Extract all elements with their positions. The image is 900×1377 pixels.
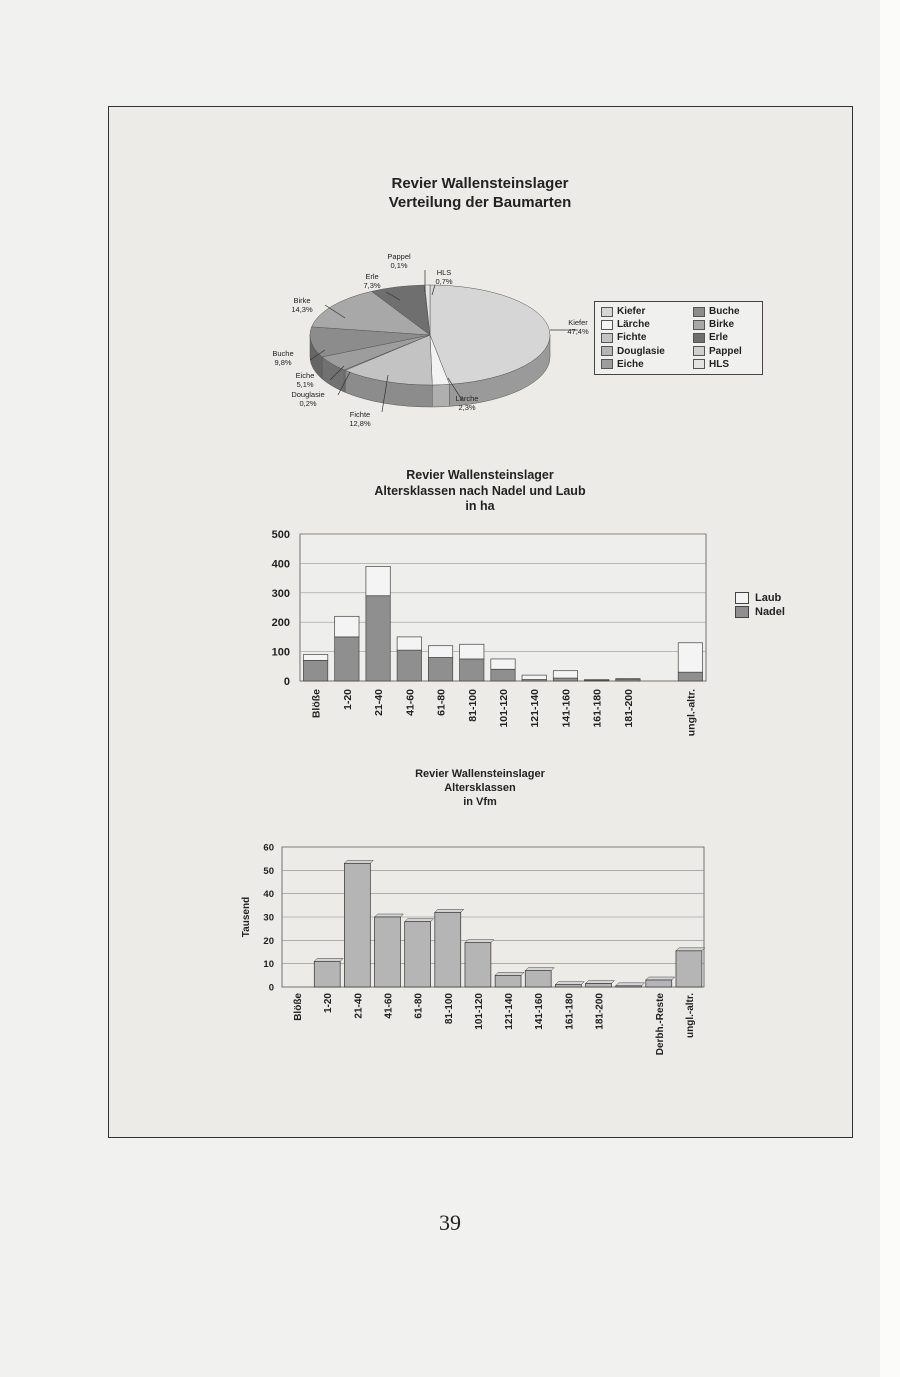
bar1-category-label: 161-180 — [591, 689, 604, 728]
bar1-category-label: 61-80 — [435, 689, 448, 716]
bar2-ytick-label: 0 — [268, 982, 274, 994]
bar1-bar-laub — [460, 644, 484, 659]
legend-swatch — [601, 307, 613, 317]
pie-legend — [594, 301, 763, 375]
pie-label-name: Eiche — [295, 371, 315, 380]
bar2-bar — [435, 912, 461, 987]
bar1-bar-laub — [491, 659, 515, 669]
pie-label-birke — [277, 296, 327, 315]
legend-swatch — [601, 346, 613, 356]
bar1-category-label: 181-200 — [622, 689, 635, 728]
bar2-ytick-label: 20 — [263, 935, 274, 947]
pie-label-value: 5,1% — [296, 380, 314, 390]
bar2-category-label: 61-80 — [413, 993, 425, 1019]
legend-label: Kiefer — [617, 306, 646, 317]
pie-label-pappel — [374, 252, 424, 271]
bar1-bar-nadel — [553, 678, 577, 681]
pie-label-name: Pappel — [387, 252, 411, 261]
legend-swatch — [601, 333, 613, 343]
bar2-chart-title — [130, 768, 830, 809]
pie-title-line-1: Revier Wallensteinslager — [391, 175, 569, 192]
pie-label-value: 0,2% — [299, 399, 317, 409]
bar2-title-line-1: Revier Wallensteinslager — [415, 768, 545, 780]
bar1-category-label: 21-40 — [373, 689, 386, 716]
pie-label-name: Lärche — [455, 394, 479, 403]
bar2-bar — [344, 863, 370, 987]
bar1-bar-nadel — [335, 637, 359, 681]
bar1-category-label: 141-160 — [560, 689, 573, 728]
bar1-ytick-label: 100 — [271, 646, 290, 659]
bar2-bar-top — [465, 940, 494, 943]
bar1-bar-laub — [585, 680, 609, 681]
pie-label-name: Birke — [293, 296, 311, 305]
bar1-bar-laub — [553, 671, 577, 678]
bar1-bar-laub — [366, 566, 390, 595]
legend-nadel — [735, 606, 785, 618]
bar2-category-label: 41-60 — [383, 993, 395, 1019]
bar2-category-label: ungl.-altr. — [684, 993, 696, 1038]
pie-label-value: 0,7% — [435, 277, 453, 287]
bar1-title-line-1: Revier Wallensteinslager — [406, 468, 554, 482]
bar1-bar-laub — [303, 655, 327, 661]
pie-legend-item-kiefer — [601, 306, 645, 317]
bar1-bar-nadel — [678, 672, 702, 681]
bar2-bar-top — [405, 919, 434, 922]
bar2-bar-top — [344, 860, 373, 863]
pie-label-value: 2,3% — [458, 403, 476, 413]
legend-label: Douglasie — [617, 345, 665, 357]
bar1-bar-laub — [397, 637, 421, 650]
bar1-bar-laub — [335, 616, 359, 637]
pie-label-value: 7,3% — [363, 281, 381, 291]
bar1-legend — [735, 592, 785, 620]
bar2-bar — [586, 984, 612, 988]
bar1-category-label: 41-60 — [404, 689, 417, 716]
legend-swatch — [693, 307, 705, 317]
pie-label-value: 47,4% — [567, 327, 589, 337]
pie-legend-item-lärche — [601, 319, 650, 330]
bar2-bar-top — [676, 948, 705, 951]
pie-chart — [310, 270, 578, 412]
bar2-bar — [646, 980, 672, 987]
bar2-category-label: 21-40 — [353, 993, 365, 1019]
bar1-category-label: 81-100 — [466, 689, 479, 722]
pie-label-value: 14,3% — [291, 305, 313, 315]
bar1-title-line-3: in ha — [465, 499, 495, 514]
bar2-ytick-label: 10 — [263, 959, 274, 971]
nadel-swatch — [735, 606, 749, 618]
legend-label: Buche — [709, 306, 740, 317]
bar2-bar — [375, 917, 401, 987]
bar2-bar — [555, 985, 581, 987]
bar2-bar-top — [555, 982, 584, 985]
bar2-category-label: 121-140 — [504, 993, 516, 1030]
bar1-category-label: Blöße — [310, 689, 323, 719]
bar2-category-label: Derbh.-Reste — [654, 993, 666, 1056]
bar1-bar-nadel — [366, 596, 390, 681]
bar2-category-label: 181-200 — [594, 993, 606, 1030]
legend-swatch — [693, 359, 705, 369]
legend-label: Pappel — [709, 345, 742, 357]
pie-legend-item-birke — [693, 319, 734, 330]
bar1-category-label: 1-20 — [341, 689, 354, 711]
pie-legend-item-pappel — [693, 346, 742, 357]
bar2-bar — [405, 922, 431, 987]
bar1-bar-nadel — [303, 660, 327, 681]
pie-label-name: Buche — [272, 349, 294, 358]
laub-swatch — [735, 592, 749, 604]
bar2-bar-top — [646, 977, 675, 980]
bar1-bar-nadel — [460, 659, 484, 681]
bar2-bar — [676, 951, 702, 987]
legend-swatch — [601, 320, 613, 330]
bar1-bar-nadel — [428, 657, 452, 681]
pie-label-lärche — [442, 394, 492, 413]
bar2-y-axis-label: Tausend — [241, 896, 252, 938]
pie-label-name: Kiefer — [568, 318, 588, 327]
bar2-bar-top — [375, 914, 404, 917]
bar2-ytick-label: 50 — [263, 865, 274, 877]
pie-label-buche — [258, 349, 308, 368]
legend-laub-label: Laub — [755, 592, 782, 604]
bar2-category-label: Blöße — [293, 993, 305, 1021]
bar2-category-label: 141-160 — [534, 993, 546, 1030]
pie-label-value: 0,1% — [390, 261, 408, 271]
pie-label-name: Douglasie — [291, 390, 325, 399]
bar2-bar-top — [586, 981, 615, 984]
bar2-bar — [465, 943, 491, 987]
bar2-chart — [241, 843, 705, 1056]
pie-label-erle — [347, 272, 397, 291]
bar1-ytick-label: 400 — [271, 558, 290, 571]
legend-swatch — [693, 320, 705, 330]
bar1-category-label: 101-120 — [498, 689, 510, 728]
pie-legend-item-eiche — [601, 359, 644, 370]
pie-label-douglasie — [283, 390, 333, 409]
legend-swatch — [693, 346, 705, 356]
pie-legend-item-hls — [693, 359, 729, 370]
pie-label-name: Fichte — [349, 410, 371, 419]
bar2-ytick-label: 60 — [263, 842, 274, 854]
legend-label: Erle — [709, 332, 728, 344]
bar2-category-label: 1-20 — [323, 993, 335, 1014]
bar1-title-line-2: Altersklassen nach Nadel und Laub — [374, 483, 586, 498]
pie-label-name: Erle — [365, 272, 379, 281]
pie-label-name: HLS — [436, 268, 452, 277]
bar1-category-label: ungl.-altr. — [685, 689, 698, 737]
bar2-bar-top — [495, 972, 524, 975]
legend-laub — [735, 592, 785, 604]
bar2-category-label: 101-120 — [473, 993, 485, 1030]
bar2-ytick-label: 30 — [263, 912, 274, 924]
legend-label: HLS — [709, 358, 729, 370]
bar2-bar — [495, 975, 521, 987]
legend-nadel-label: Nadel — [755, 606, 785, 618]
bar1-bar-laub — [616, 679, 640, 680]
bar2-title-line-3: in Vfm — [463, 795, 497, 808]
pie-label-fichte — [335, 410, 385, 429]
pie-legend-item-buche — [693, 306, 740, 317]
pie-label-eiche — [280, 371, 330, 390]
bar1-ytick-label: 0 — [283, 676, 290, 688]
bar2-bar — [314, 961, 340, 987]
bar2-category-label: 161-180 — [564, 993, 576, 1030]
pie-legend-item-fichte — [601, 332, 646, 343]
pie-label-value: 12,8% — [349, 419, 371, 429]
legend-label: Birke — [709, 319, 735, 331]
page-number: 39 — [439, 1210, 461, 1235]
bar2-bar — [525, 971, 551, 987]
bar1-ytick-label: 500 — [271, 529, 290, 541]
bar2-ytick-label: 40 — [263, 889, 274, 901]
pie-label-hls — [419, 268, 469, 287]
pie-label-value: 9,8% — [274, 358, 292, 368]
bar1-ytick-label: 300 — [271, 587, 290, 600]
bar2-title-line-2: Altersklassen — [444, 781, 516, 794]
bar1-category-label: 121-140 — [529, 689, 542, 728]
bar1-chart — [272, 529, 706, 736]
bar2-bar-top — [435, 909, 464, 912]
bar2-bar-top — [616, 983, 645, 986]
bar1-bar-laub — [678, 643, 702, 672]
legend-label: Eiche — [617, 358, 644, 370]
bar1-bar-laub — [428, 646, 452, 658]
legend-swatch — [693, 333, 705, 343]
bar2-bar — [616, 986, 642, 987]
legend-label: Lärche — [617, 319, 650, 331]
pie-legend-item-erle — [693, 332, 728, 343]
pie-legend-item-douglasie — [601, 346, 665, 357]
bar2-category-label: 81-100 — [443, 993, 455, 1025]
pie-title-line-2: Verteilung der Baumarten — [388, 193, 572, 211]
legend-label: Fichte — [617, 332, 647, 344]
legend-swatch — [601, 359, 613, 369]
bar1-bar-laub — [522, 675, 546, 679]
bar1-chart-title — [130, 468, 830, 515]
bar1-bar-nadel — [397, 650, 421, 681]
bar2-bar-top — [525, 968, 554, 971]
bar1-bar-nadel — [491, 669, 515, 681]
bar1-ytick-label: 200 — [271, 617, 290, 630]
bar2-bar-top — [314, 958, 343, 961]
